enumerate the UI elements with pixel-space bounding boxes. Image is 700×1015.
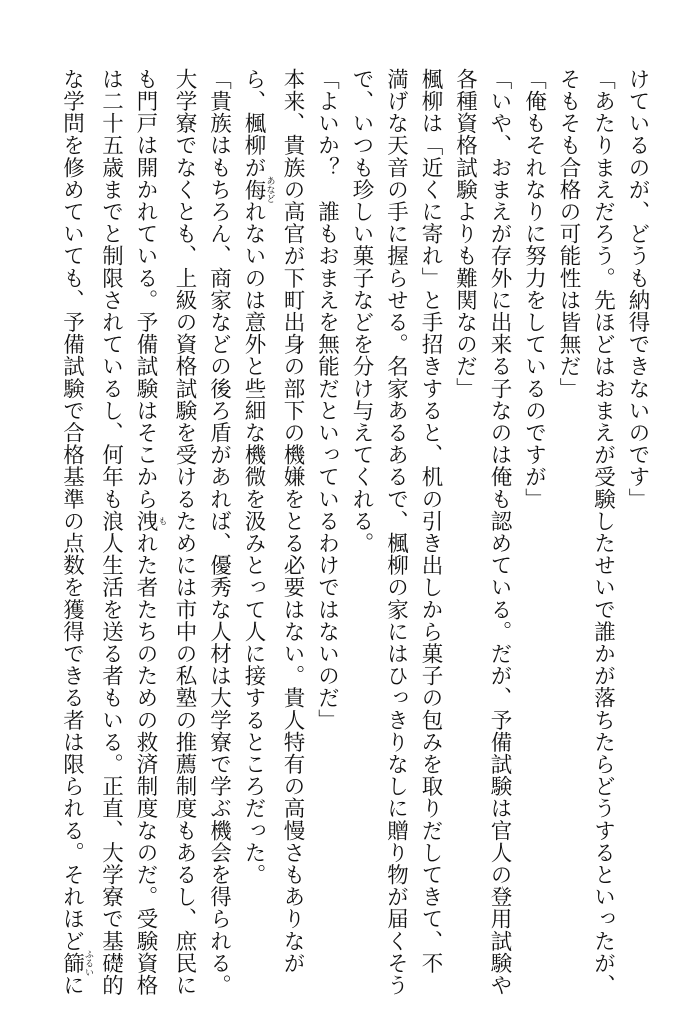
text-segment: 「貴族はもちろん、商家などの後ろ盾があれば、優秀な人材は大学寮で学ぶ機会を得られる。 [206, 68, 232, 997]
text-line [344, 68, 379, 948]
text-line [275, 68, 310, 975]
text-line [516, 68, 551, 948]
text-line [201, 68, 236, 997]
text-line [585, 68, 620, 997]
text-segment: 「いや、おまえが存外に出来る子なのは俺も認めている。だが、予備試験は官人の登用試験や [487, 68, 512, 997]
ruby-base: 侮 [241, 176, 266, 204]
text-segment: 大学寮でなくとも、上級の資格試験を受けるためには市中の私塾の推薦制度もあるし、庶民に [172, 68, 197, 997]
text-segment: けているのが、どうも納得できないのです」 [625, 68, 650, 510]
ruby-base: 篩 [59, 949, 85, 977]
text-segment: 「よいか？ 誰もおまえを無能だといっているわけではないのだ」 [314, 68, 340, 731]
text-segment: で、いつも珍しい菓子などを分け与えてくれる。 [349, 68, 374, 555]
text-segment: 本来、貴族の高官が下町出身の部下の機嫌をとる必要はない。貴人特有の高慢さもありなが [280, 68, 305, 975]
ruby-base: 洩 [133, 510, 158, 533]
text-line [447, 68, 482, 948]
ruby-annotation [133, 510, 167, 533]
ruby-reading: ふるい [83, 949, 93, 977]
text-line [93, 68, 128, 997]
text-segment: に [59, 974, 85, 997]
text-line [482, 68, 517, 997]
text-line [167, 68, 202, 997]
text-segment: れないのは意外と些細な機微を汲みとって人に接するところだった。 [241, 200, 266, 886]
text-line [309, 68, 344, 948]
text-line [54, 68, 93, 997]
text-segment: そもそも合格の可能性は皆無だ」 [556, 68, 581, 400]
text-line [236, 68, 275, 948]
text-segment: 「あたりまえだろう。先ほどはおまえが受験したせいで誰かが落ちたらどうするといったが、 [590, 68, 616, 997]
text-segment: 「俺もそれなりに努力をしているのですが」 [521, 68, 547, 510]
ruby-annotation [241, 176, 275, 204]
text-line [413, 68, 448, 975]
ruby-reading: も [156, 510, 167, 533]
text-line [128, 68, 167, 997]
text-segment: も門戸は開かれている。予備試験はそこから [133, 68, 158, 510]
text-segment: な学問を修めていても、予備試験で合格基準の点数を獲得できる者は限られる。それほど [59, 68, 85, 952]
text-segment: は二十五歳までと制限されているし、何年も浪人生活を送る者もいる。正直、大学寮で基礎的 [98, 68, 124, 997]
body-text [44, 68, 654, 997]
text-line [378, 68, 413, 997]
ruby-reading: あなど [264, 176, 275, 204]
text-segment: 各種資格試験よりも難関なのだ」 [452, 68, 478, 400]
text-segment: 楓柳は「近くに寄れ」と手招きすると、机の引き出しから菓子の包みを取りだしてきて、不 [418, 68, 443, 975]
text-segment: 満げな天音の手に握らせる。名家あるあるで、楓柳の家にはひっきりなしに贈り物が届くそう [383, 68, 409, 997]
ruby-annotation [59, 949, 93, 977]
text-line [551, 68, 586, 948]
text-segment: れた者たちのための救済制度なのだ。受験資格 [133, 532, 158, 997]
text-line [620, 68, 655, 948]
text-segment: ら、楓柳が [241, 68, 266, 179]
